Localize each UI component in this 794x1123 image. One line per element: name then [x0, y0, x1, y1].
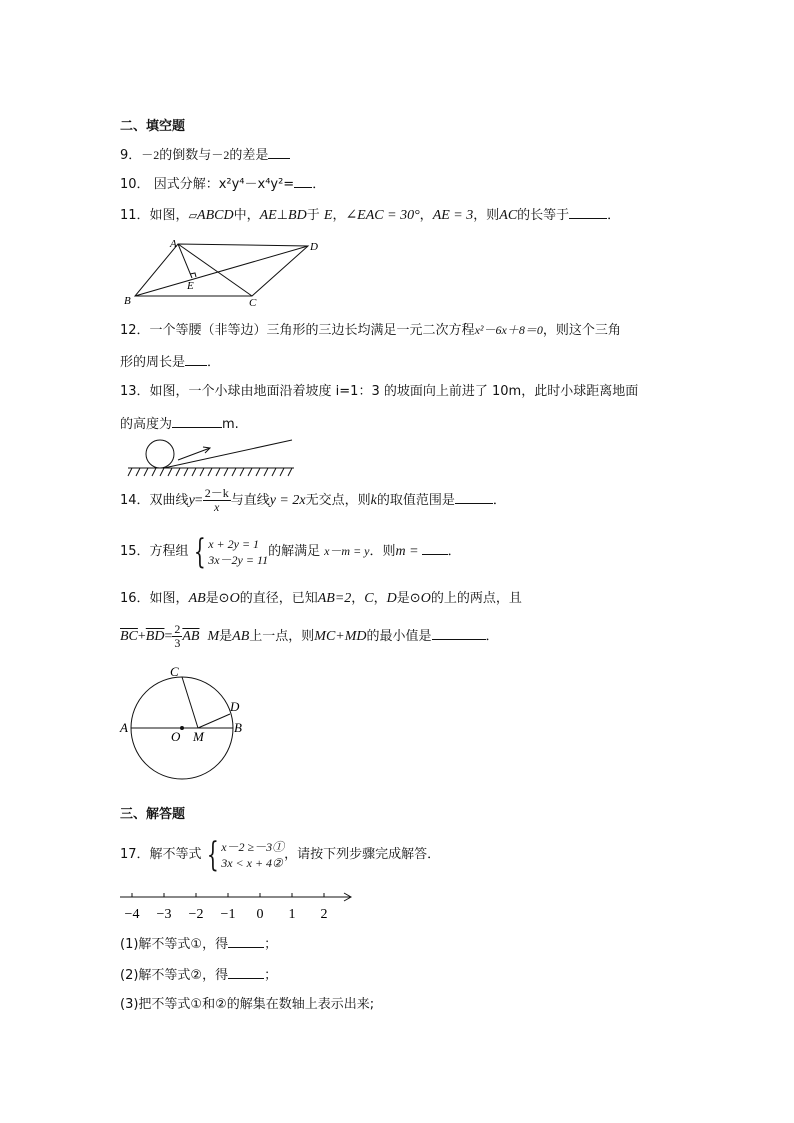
q11-ae: AE — [259, 208, 277, 223]
diagonal-bd — [135, 246, 308, 296]
q11-end: ． — [607, 208, 621, 223]
q16-text: 的直径，已知 — [239, 591, 318, 606]
label-e: E — [187, 280, 194, 292]
q13-text: 的高度为 — [120, 417, 173, 432]
q17-step-3: (3)把不等式①和②的解集在数轴上表示出来; — [120, 997, 375, 1012]
number-line-tick-label: −1 — [220, 907, 236, 922]
number-line-tick-label: −2 — [188, 907, 204, 922]
q10-answer-blank[interactable] — [294, 174, 312, 188]
q16-text: 上一点，则 — [249, 629, 315, 644]
q12-equation: x²－6x＋8＝0 — [474, 323, 543, 337]
q14-equals: = — [194, 493, 203, 508]
q17-step2-end: ； — [264, 968, 278, 983]
brace-icon: { — [206, 834, 219, 875]
question-14 — [120, 484, 506, 518]
q12-end: ． — [207, 355, 221, 370]
q16-arc-ab: $\overline{AB}$ — [182, 629, 200, 644]
number-line-tick-label: −3 — [156, 907, 172, 922]
q11-text: ， — [332, 208, 346, 223]
q14-fraction-numerator: 2－k — [204, 486, 229, 500]
q16-text: 是⊙ — [396, 591, 421, 606]
label-o: O — [171, 729, 181, 744]
label-m: M — [193, 729, 204, 744]
q12-answer-blank[interactable] — [185, 352, 207, 366]
q17-inequality-1: x－2 ≥－3① — [221, 839, 285, 854]
q14-line: y = 2x — [269, 493, 306, 508]
q17-step1-end: ； — [264, 937, 278, 952]
q11-angle: ∠EAC = 30° — [345, 208, 420, 223]
ground-hatching — [128, 468, 292, 476]
label-d: D — [310, 241, 318, 253]
q11-e: E — [323, 208, 333, 223]
label-d: D — [230, 699, 240, 714]
q15-equation-2: 3x－2y = 11 — [208, 552, 269, 567]
q16-d: D — [386, 591, 397, 606]
q15-m: m = — [395, 544, 419, 559]
q14-text: 无交点，则 — [305, 493, 371, 508]
number-line-tick-label: 0 — [256, 907, 264, 922]
q16-fraction-numerator: 2 — [174, 622, 181, 636]
q12-number: 12． — [120, 323, 150, 338]
q16-end: ． — [485, 629, 499, 644]
q16-fraction — [172, 623, 182, 650]
q14-text: 与直线 — [230, 493, 270, 508]
number-line-tick-label: 2 — [320, 907, 328, 922]
q17-step1-blank[interactable] — [228, 934, 264, 948]
q17-step-1 — [120, 934, 277, 954]
q16-text: 如图， — [149, 591, 189, 606]
q16-text: 的最小值是 — [366, 629, 432, 644]
q17-inequality-system — [202, 834, 285, 875]
q10-end: ． — [312, 177, 326, 192]
q16-text: 是⊙ — [205, 591, 230, 606]
q11-ac: AC — [499, 208, 518, 223]
question-13-line2 — [120, 414, 239, 434]
direction-arrow — [178, 448, 210, 460]
q15-condition: x－m = y — [324, 544, 370, 558]
q16-o: O — [420, 591, 431, 606]
question-11 — [120, 205, 620, 225]
q16-ab-length: AB=2 — [317, 591, 352, 606]
q13-slope-figure — [124, 434, 299, 480]
ball — [146, 440, 174, 468]
q13-answer-blank[interactable] — [172, 414, 222, 428]
q17-number-line — [118, 888, 358, 924]
q11-text: 中， — [233, 208, 260, 223]
q13-text: 如图，一个小球由地面沿着坡度 i=1：3 的坡面向上前进了 10m，此时小球距离地面 — [149, 384, 639, 399]
segment-mc — [182, 677, 198, 728]
center-point — [180, 726, 184, 730]
q16-equals: = — [164, 629, 173, 644]
q15-equation-system — [189, 531, 269, 572]
question-9 — [120, 145, 290, 165]
label-c: C — [249, 297, 257, 308]
question-13 — [120, 383, 638, 401]
q9-value-c: －2 — [211, 148, 230, 162]
q14-k: k — [370, 493, 377, 508]
q16-answer-blank[interactable] — [432, 626, 486, 640]
q14-fraction — [203, 487, 231, 514]
q9-answer-blank[interactable] — [268, 145, 290, 159]
q11-ae-length: AE = 3 — [432, 208, 474, 223]
label-b: B — [124, 295, 131, 307]
q13-unit: m. — [222, 417, 239, 432]
q16-arc-bd: $\overline{BD}$ — [145, 629, 165, 644]
section-title-solve: 三、解答题 — [120, 807, 186, 822]
q15-text: 方程组 — [149, 544, 189, 559]
q16-c: C — [364, 591, 374, 606]
q14-answer-blank[interactable] — [455, 490, 493, 504]
q16-circle-figure — [116, 662, 248, 780]
q11-text: ，则 — [473, 208, 500, 223]
question-17 — [120, 836, 440, 874]
q16-m: M — [207, 629, 220, 644]
q11-text: 于 — [306, 208, 320, 223]
slope-line — [164, 440, 292, 468]
q15-answer-blank[interactable] — [422, 541, 448, 555]
q11-parallelogram-figure — [120, 236, 320, 308]
perpendicular-icon: ⊥ — [276, 208, 289, 223]
q11-answer-blank[interactable] — [569, 205, 607, 219]
q16-text: 是 — [219, 629, 233, 644]
q11-text: 的长等于 — [517, 208, 570, 223]
q16-text: ， — [351, 591, 365, 606]
section-title-fill-blank: 二、填空题 — [120, 119, 186, 134]
q17-step1-text: (1)解不等式①，得 — [120, 937, 229, 952]
brace-icon: { — [193, 531, 206, 572]
label-b: B — [234, 720, 242, 735]
q15-equation-1: x + 2y = 1 — [208, 536, 260, 551]
question-16-line2 — [120, 620, 499, 654]
label-c: C — [170, 664, 179, 679]
q12-text: ，则这个三角 — [542, 323, 621, 338]
q16-arc-bc: $\overline{BC}$ — [120, 629, 138, 644]
q15-end: ． — [447, 544, 461, 559]
label-a: A — [120, 720, 128, 735]
question-10 — [120, 174, 325, 194]
segment-md — [198, 714, 230, 728]
label-a: A — [170, 238, 177, 250]
q17-text: 解不等式 — [149, 847, 202, 862]
q16-plus: + — [137, 629, 146, 644]
q16-ab: AB — [188, 591, 206, 606]
q9-text-b: 的倒数与 — [159, 148, 212, 163]
q11-abcd: ABCD — [197, 208, 234, 223]
q14-text: 的取值范围是 — [376, 493, 455, 508]
q15-text: 的解满足 — [268, 544, 321, 559]
q17-number: 17． — [120, 847, 150, 862]
q16-o: O — [229, 591, 240, 606]
question-16 — [120, 590, 522, 608]
q9-text-d: 的差是 — [229, 148, 269, 163]
q11-number: 11． — [120, 208, 150, 223]
q16-mc-md: MC+MD — [314, 629, 367, 644]
q17-step2-text: (2)解不等式②，得 — [120, 968, 229, 983]
number-line-tick-label: −4 — [124, 907, 140, 922]
q16-number: 16． — [120, 591, 150, 606]
q15-number: 15． — [120, 544, 150, 559]
number-line-tick-label: 1 — [288, 907, 296, 922]
q9-number: 9． — [120, 148, 142, 163]
q16-ab: AB — [232, 629, 250, 644]
q17-inequality-2: 3x < x + 4② — [221, 855, 283, 870]
q16-text: ， — [373, 591, 387, 606]
q15-text: ．则 — [369, 544, 396, 559]
q12-text: 形的周长是 — [120, 355, 186, 370]
q12-text: 一个等腰（非等边）三角形的三边长均满足一元二次方程 — [149, 323, 475, 338]
question-12-line2 — [120, 352, 220, 372]
q14-fraction-denominator: x — [214, 500, 220, 514]
q13-number: 13． — [120, 384, 150, 399]
q11-text: ， — [419, 208, 433, 223]
q10-number: 10． — [120, 177, 150, 192]
q10-text: 因式分解：x²y⁴－x⁴y²= — [153, 177, 295, 192]
q14-end: ． — [492, 493, 506, 508]
parallelogram-icon: ▱ — [188, 209, 198, 222]
q17-text: ，请按下列步骤完成解答． — [284, 847, 441, 862]
q11-bd: BD — [288, 208, 307, 223]
q17-step-2 — [120, 965, 277, 985]
q16-fraction-denominator: 3 — [174, 636, 181, 650]
question-12 — [120, 321, 621, 340]
q14-text: 双曲线 — [149, 493, 189, 508]
q16-text: 的上的两点，且 — [430, 591, 522, 606]
q14-number: 14． — [120, 493, 150, 508]
q17-step2-blank[interactable] — [228, 965, 264, 979]
q14-y: y — [188, 493, 195, 508]
q11-text: 如图， — [149, 208, 189, 223]
question-15 — [120, 533, 461, 570]
q9-value-a: －2 — [141, 148, 160, 162]
